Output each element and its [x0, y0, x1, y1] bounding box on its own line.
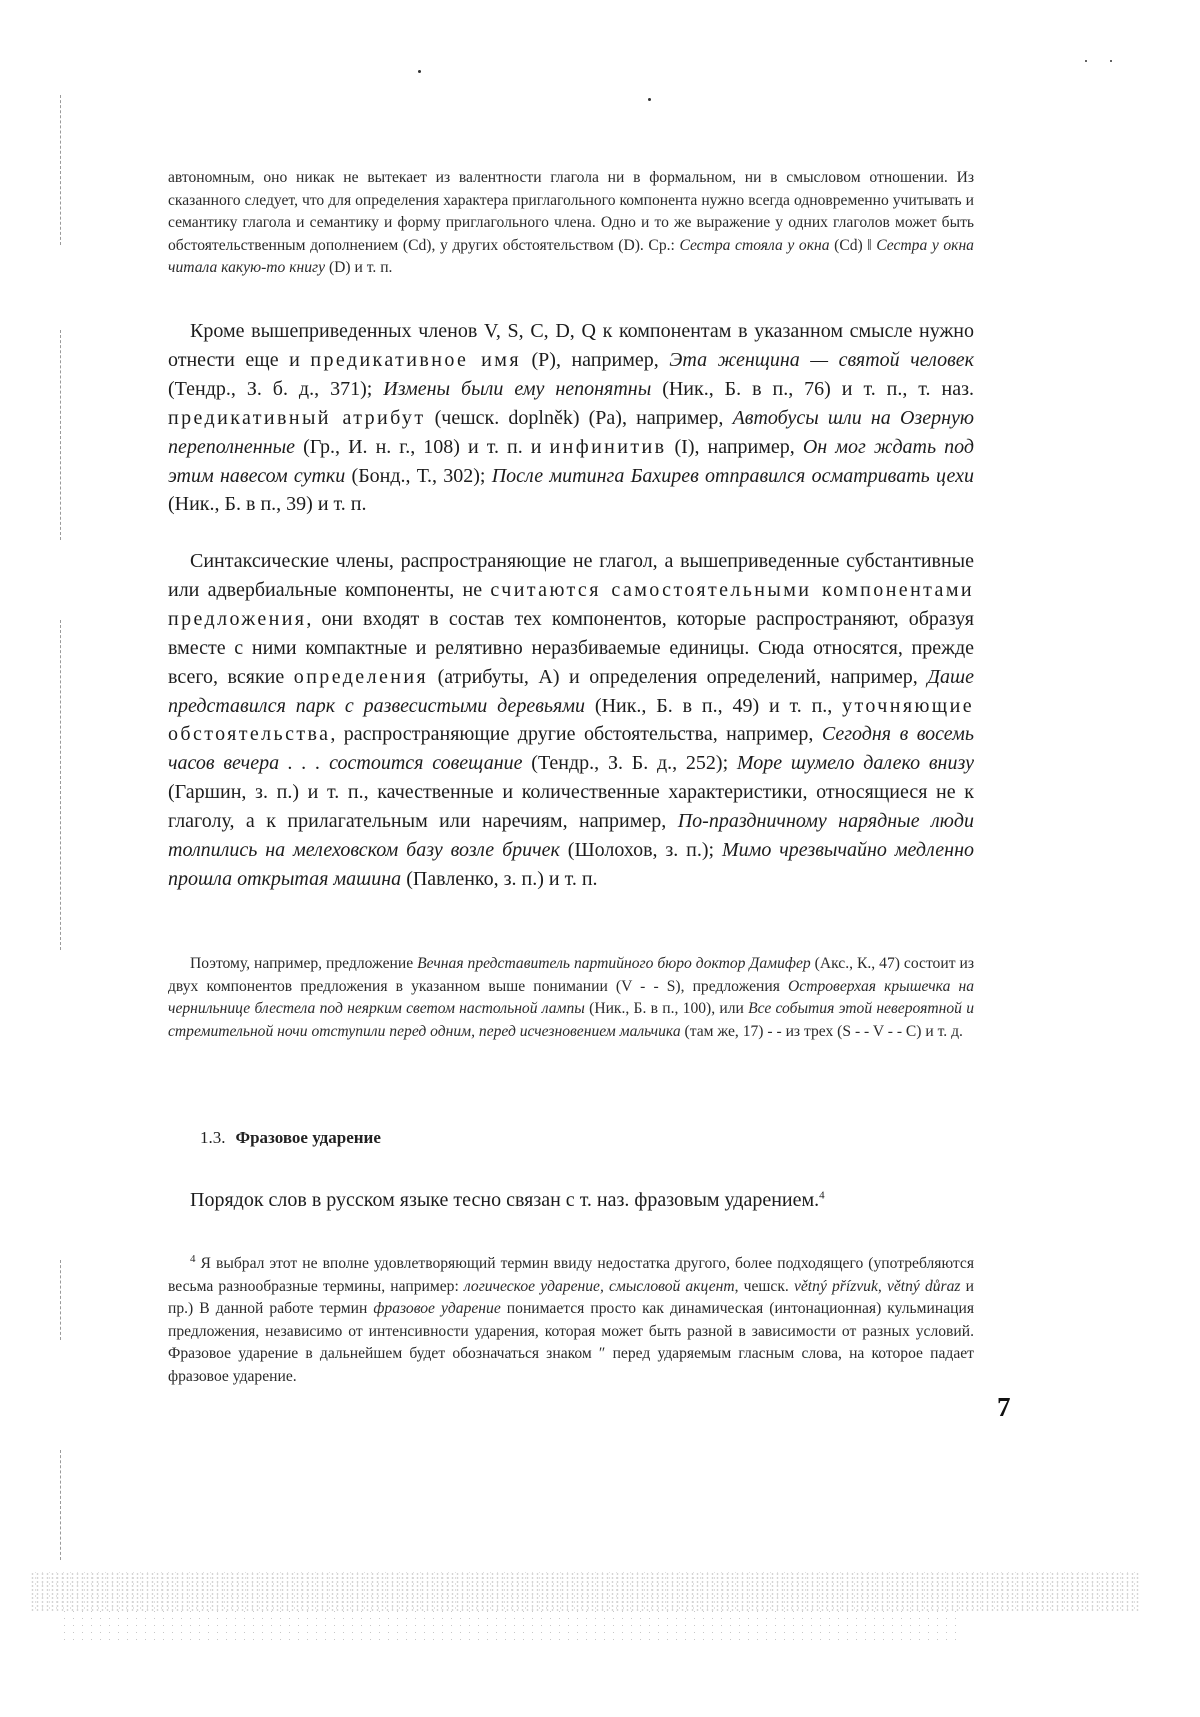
term: инфинитив: [549, 435, 667, 458]
example-text: логическое ударение, смысловой акцент: [463, 1277, 735, 1295]
example-text: Автобусы шли на Озерную переполненные: [168, 406, 974, 458]
term: предикативное имя: [310, 348, 521, 371]
example-text: Вечная представитель партийного бюро доктор Дамифер: [417, 955, 811, 972]
example-text: фразовое ударение: [373, 1300, 501, 1318]
example-text: Он мог ждать под этим навесом сутки: [168, 435, 974, 487]
example-text: Все события этой невероятной и стремительной ночи отступили перед одним, перед исчезновением мальчика: [168, 1000, 974, 1040]
paragraph-examples-small: Поэтому, например, предложение Вечная представитель партийного бюро доктор Дамифер (Акс., К., 47) состоит из двух компонентов предложения в указанном выше понимании (V - - S), предложения Островерхая крышечка на чернильнице блестела под неярким светом настольной лампы (Ник., Б. в п., 100), или Все события этой невероятной и стремительной ночи отступили перед одним, перед исчезновением мальчика (там же, 17) - - из трех (S - - V - - C) и т. д.: [168, 955, 974, 1040]
example-text: Островерхая крышечка на чернильнице блестела под неярким светом настольной лампы: [168, 977, 974, 1018]
scan-speck: [648, 98, 651, 101]
term: определения: [293, 665, 429, 688]
paragraph-predicative: Кроме вышеприведенных членов V, S, C, D, Q к компонентам в указанном смысле нужно отнести еще и предикативное имя (P), например, Эта женщина — святой человек (Тендр., З. б. д., 371); Измены были ему непонятны (Ник., Б. в п., 76) и т. п., т. наз. предикативный атрибут (чешск. doplněk) (Pa), например, Автобусы шли на Озерную переполненные (Гр., И. н. г., 108) и т. п. и инфинитив (I), например, Он мог ждать под этим навесом сутки (Бонд., Т., 302); После митинга Бахирев отправился осматривать цехи (Ник., Б. в п., 39) и т. п.: [168, 320, 975, 516]
scan-speck: [1110, 60, 1112, 62]
scan-edge-artifact: [60, 330, 61, 540]
scan-noise-band: [60, 1608, 960, 1644]
scan-edge-artifact: [60, 95, 61, 245]
scan-edge-artifact: [60, 1450, 61, 1560]
scan-speck: [1085, 60, 1087, 62]
scan-noise-band: [30, 1572, 1140, 1612]
section-title: Фразовое ударение: [235, 1128, 381, 1147]
term: уточняющие обстоятельства: [168, 694, 974, 746]
example-text: Эта женщина — святой человек: [669, 348, 975, 371]
scan-edge-artifact: [60, 1260, 61, 1340]
example-text: větný přízvuk, větný důraz: [793, 1277, 961, 1295]
example-text: Море шумело далеко внизу: [736, 752, 974, 775]
example-text: Сестра стояла у окна: [679, 236, 830, 254]
footnote-reference: 4: [819, 1189, 825, 1202]
scan-edge-artifact: [60, 620, 61, 950]
top-paragraph: автономным, оно никак не вытекает из валентности глагола ни в формальном, ни в смысловом отношении. Из сказанного следует, что для определения характера приглагольного компонента нужно всегда одновременно учитывать и семантику глагола и семантику и форму приглагольного члена. Одно и то же выражение у одних глаголов может быть обстоятельственным дополнением (Cd), у других обстоятельством (D). Ср.: Сестра стояла у окна (Cd) ‖ Сестра у окна читала какую-то книгу (D) и т. п.: [168, 169, 974, 277]
page-number: 7: [997, 1392, 1011, 1422]
example-text: Сегодня в восемь часов вечера . . . состоится совещание: [168, 723, 974, 775]
footnote: $^4$ Я выбрал этот не вполне удовлетворяющий термин ввиду недостатка другого, более подходящего (употребляются весьма разнообразные термины, например: логическое ударение, смысловой акцент, чешск. větný přízvuk, větný důraz и пр.) В данной работе термин фразовое ударение понимается просто как динамическая (интонационная) кульминация предложения, независимо от интенсивности ударения, которая может быть разной в зависимости от разных условий. Фразовое ударение в дальнейшем будет обозначаться знаком ″ перед ударяемым гласным слова, на которое падает фразовое ударение.: [168, 1252, 975, 1385]
example-text: Измены были ему непонятны: [383, 377, 652, 400]
section-heading: [200, 1128, 381, 1148]
example-text: Даше представился парк с развесистыми деревьями: [168, 665, 974, 717]
footnote-marker: 4: [190, 1252, 196, 1265]
example-text: Сестра у окна читала какую-то книгу: [168, 236, 974, 277]
section-paragraph: Порядок слов в русском языке тесно связан с т. наз. фразовым ударением.$^4$: [190, 1189, 825, 1211]
section-number: 1.3.: [200, 1128, 226, 1147]
paragraph-syntactic-members: Синтаксические члены, распространяющие не глагол, а вышеприведенные субстантивные или адвербиальные компоненты, не считаются самостоятельными компонентами предложения, они входят в состав тех компонентов, которые распространяют, образуя вместе с ними компактные и релятивно неразбиваемые единицы. Сюда относятся, прежде всего, всякие определения (атрибуты, A) и определения определений, например, Даше представился парк с развесистыми деревьями (Ник., Б. в п., 49) и т. п., уточняющие обстоятельства, распространяющие другие обстоятельства, например, Сегодня в восемь часов вечера . . . состоится совещание (Тендр., З. Б. д., 252); Море шумело далеко внизу (Гаршин, з. п.) и т. п., качественные и количественные характеристики, относящиеся не к глаголу, а к прилагательным или наречиям, например, По-праздничному нарядные люди толпились на мелеховском базу возле бричек (Шолохов, з. п.); Мимо чрезвычайно медленно прошла открытая машина (Павленко, з. п.) и т. п.: [168, 550, 974, 890]
term: считаются самостоятельными компонентами предложения: [168, 578, 974, 630]
example-text: По-праздничному нарядные люди толпились на мелеховском базу возле бричек: [168, 810, 974, 862]
scan-speck: [418, 70, 421, 73]
example-text: Мимо чрезвычайно медленно прошла открытая машина: [168, 839, 974, 890]
term: предикативный атрибут: [168, 406, 426, 429]
example-text: После митинга Бахирев отправился осматривать цехи: [491, 464, 974, 487]
